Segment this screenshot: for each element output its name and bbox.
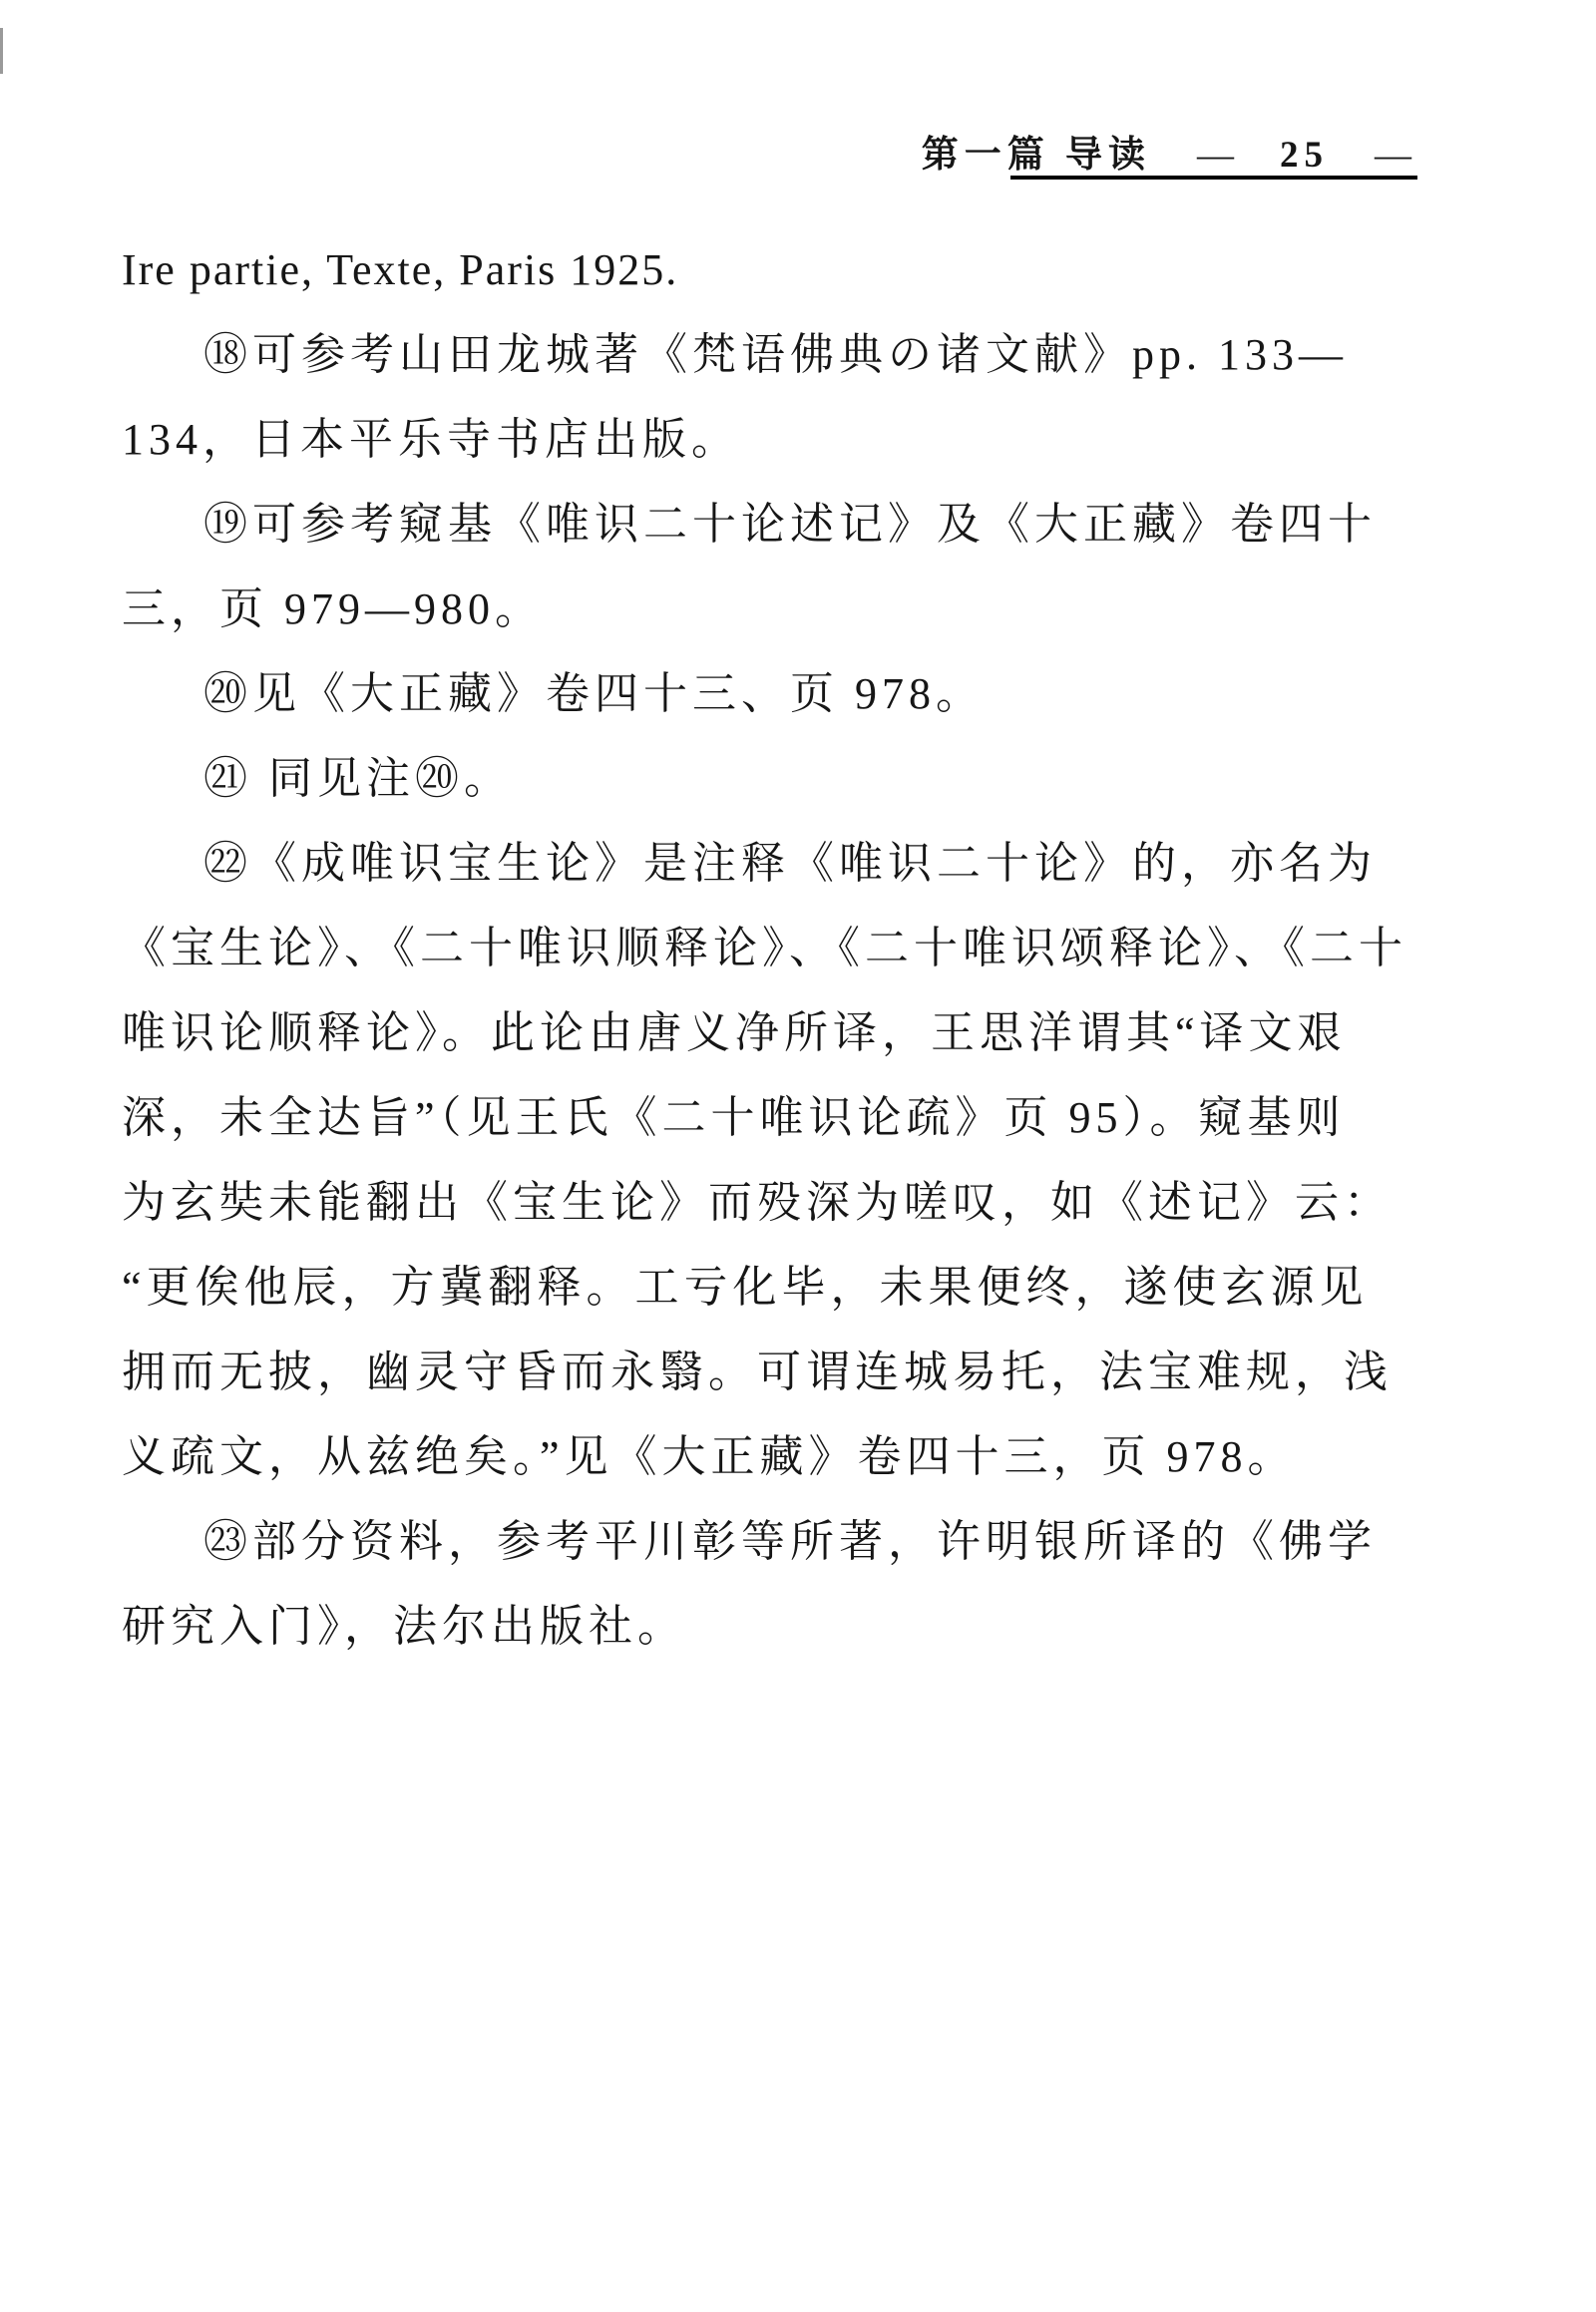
text-line: ⑳见《大正藏》卷四十三、页 978。 — [203, 669, 985, 718]
text-line: ⑱可参考山田龙城著《梵语佛典の诸文献》pp. 133— — [203, 330, 1348, 379]
text-line: ㉒《成唯识宝生论》是注释《唯识二十论》的，亦名为 — [203, 839, 1377, 888]
section-title: 第一篇 导读 — [921, 135, 1151, 176]
text-line: 义疏文，从兹绝矣。”见《大正藏》卷四十三，页 978。 — [122, 1432, 1297, 1481]
text-line: ㉓部分资料，参考平川彰等所著，许明银所译的《佛学 — [203, 1517, 1377, 1566]
page-number-dash-right: — — [1375, 135, 1411, 176]
text-line: 三，页 979—980。 — [122, 584, 544, 633]
scan-edge-artifact — [0, 28, 3, 74]
text-line: 深，未全达旨”（见王氏《二十唯识论疏》页 95）。窥基则 — [122, 1093, 1346, 1142]
text-line: ㉑ 同见注⑳。 — [203, 754, 513, 803]
text-line: 唯识论顺释论》。此论由唐义净所译，王思洋谓其“译文艰 — [122, 1008, 1347, 1057]
text-line: Ire partie, Texte, Paris 1925. — [122, 245, 679, 294]
running-header — [922, 124, 1411, 178]
text-line: 134，日本平乐寺书店出版。 — [122, 415, 740, 464]
page-number: 25 — [1280, 135, 1329, 176]
page-number-dash-left: — — [1197, 135, 1234, 176]
body-text — [122, 227, 1466, 1669]
text-line: 研究入门》，法尔出版社。 — [122, 1602, 686, 1651]
text-line: ⑲可参考窥基《唯识二十论述记》及《大正藏》卷四十 — [203, 500, 1377, 549]
text-line: 拥而无披，幽灵守昏而永翳。可谓连城易托，法宝难规，浅 — [122, 1348, 1393, 1396]
header-rule — [1010, 176, 1417, 180]
text-line: 为玄奘未能翻出《宝生论》而殁深为嗟叹，如《述记》云： — [122, 1178, 1393, 1227]
text-line: 《宝生论》、《二十唯识顺释论》、《二十唯识颂释论》、《二十 — [122, 924, 1407, 972]
text-line: “更俟他辰，方冀翻释。工亏化毕，未果便终，遂使玄源见 — [122, 1263, 1369, 1312]
